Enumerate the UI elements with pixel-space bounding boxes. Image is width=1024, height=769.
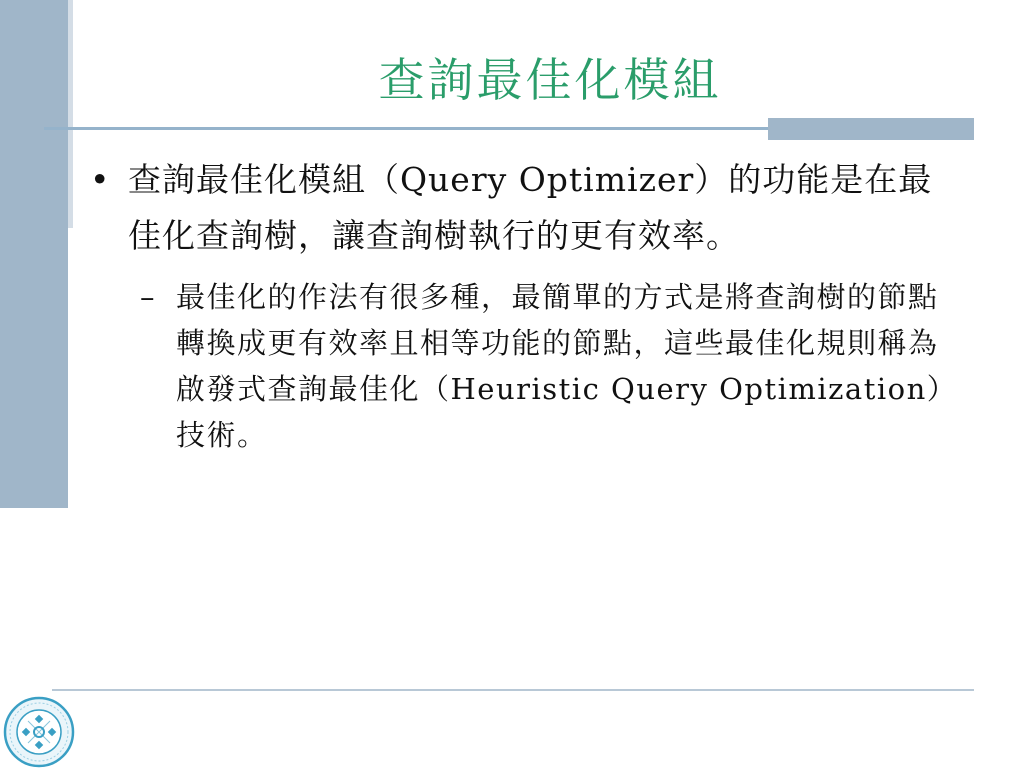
bullet-point-text: 查詢最佳化模組（Query Optimizer）的功能是在最佳化查詢樹，讓查詢樹執行的更有效率。 — [128, 160, 933, 255]
sub-bullet-point — [134, 274, 952, 458]
sub-bullet-point-text: 最佳化的作法有很多種，最簡單的方式是將查詢樹的節點轉換成更有效率且相等功能的節點，這些最佳化規則稱為啟發式查詢最佳化（Heuristic Query Optimization）技術。 — [176, 280, 943, 452]
bullet-point — [84, 152, 952, 264]
university-logo-icon — [2, 695, 76, 769]
sub-bullet-marker: – — [140, 280, 156, 314]
bullet-marker: • — [90, 160, 111, 199]
title-divider-accent — [768, 118, 974, 140]
slide-title: 查詢最佳化模組 — [378, 53, 722, 107]
footer-divider — [52, 689, 974, 691]
left-decor-band-edge — [68, 0, 73, 228]
left-decor-band — [0, 0, 68, 508]
slide-content — [84, 152, 952, 458]
